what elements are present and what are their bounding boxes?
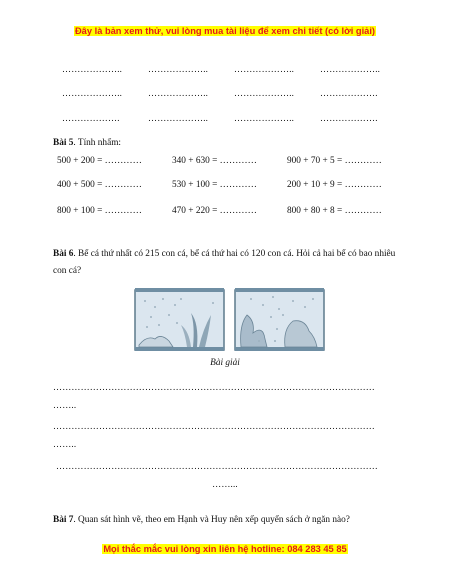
calc-item: 340 + 630 = ………… (172, 156, 257, 166)
calc-item: 470 + 220 = ………… (172, 206, 257, 216)
exercise-5-heading (53, 138, 121, 148)
calc-item: 800 + 100 = ………… (57, 206, 142, 216)
calc-item: 500 + 200 = ………… (57, 156, 142, 166)
exercise-6-label: Bài 6 (53, 249, 74, 259)
exercise-6-text: . Bể cá thứ nhất có 215 con cá, bể cá thứ hai có 120 con cá. Hỏi cả hai bể có bao nhiêu con cá? (53, 249, 396, 276)
blank-cell: ……………….. (320, 64, 381, 74)
answer-line: …….. (53, 439, 77, 449)
blank-cell: ……………….. (62, 64, 123, 74)
fish-tank-2 (235, 288, 324, 351)
answer-line: ……... (212, 479, 238, 489)
blank-cell: ……………….. (62, 88, 123, 98)
answer-line: …….. (53, 400, 77, 410)
solution-caption: Bài giải (210, 358, 240, 368)
calc-item: 400 + 500 = ………… (57, 180, 142, 190)
blank-cell: ………………. (320, 88, 378, 98)
blank-cell: ……………….. (148, 113, 209, 123)
fish-tanks-illustration (133, 285, 327, 352)
answer-line: …………………………………………………………………………………………… (53, 421, 375, 431)
exercise-7-label: Bài 7 (53, 515, 74, 525)
exercise-5-label: Bài 5 (53, 138, 74, 148)
exercise-5-text: . Tính nhẩm: (73, 138, 122, 148)
calc-item: 530 + 100 = ………… (172, 180, 257, 190)
fish-tank-1 (135, 288, 224, 351)
preview-notice (0, 26, 450, 36)
blank-cell: ……………….. (148, 88, 209, 98)
footer-contact (0, 544, 450, 554)
blank-cell: ……………….. (234, 88, 295, 98)
blank-cell: ………………. (320, 113, 378, 123)
preview-notice-text: Đây là bản xem thử, vui lòng mua tài liệu để xem chi tiết (có lời giải) (74, 26, 376, 36)
blank-cell: ………………. (62, 113, 120, 123)
blank-cell: ……………….. (234, 113, 295, 123)
calc-item: 900 + 70 + 5 = ………… (287, 156, 382, 166)
answer-line: …………………………………………………………………………………………… (56, 461, 378, 471)
calc-item: 200 + 10 + 9 = ………… (287, 180, 382, 190)
exercise-7-text: . Quan sát hình vẽ, theo em Hạnh và Huy nên xếp quyển sách ở ngăn nào? (73, 515, 350, 525)
blank-cell: ……………….. (234, 64, 295, 74)
exercise-6-text-block (53, 246, 403, 280)
answer-line: …………………………………………………………………………………………… (53, 382, 375, 392)
exercise-7-heading (53, 515, 350, 525)
blank-cell: ……………….. (148, 64, 209, 74)
calc-item: 800 + 80 + 8 = ………… (287, 206, 382, 216)
footer-contact-text: Mọi thắc mắc vui lòng xin liên hệ hotline: 084 283 45 85 (103, 544, 347, 554)
